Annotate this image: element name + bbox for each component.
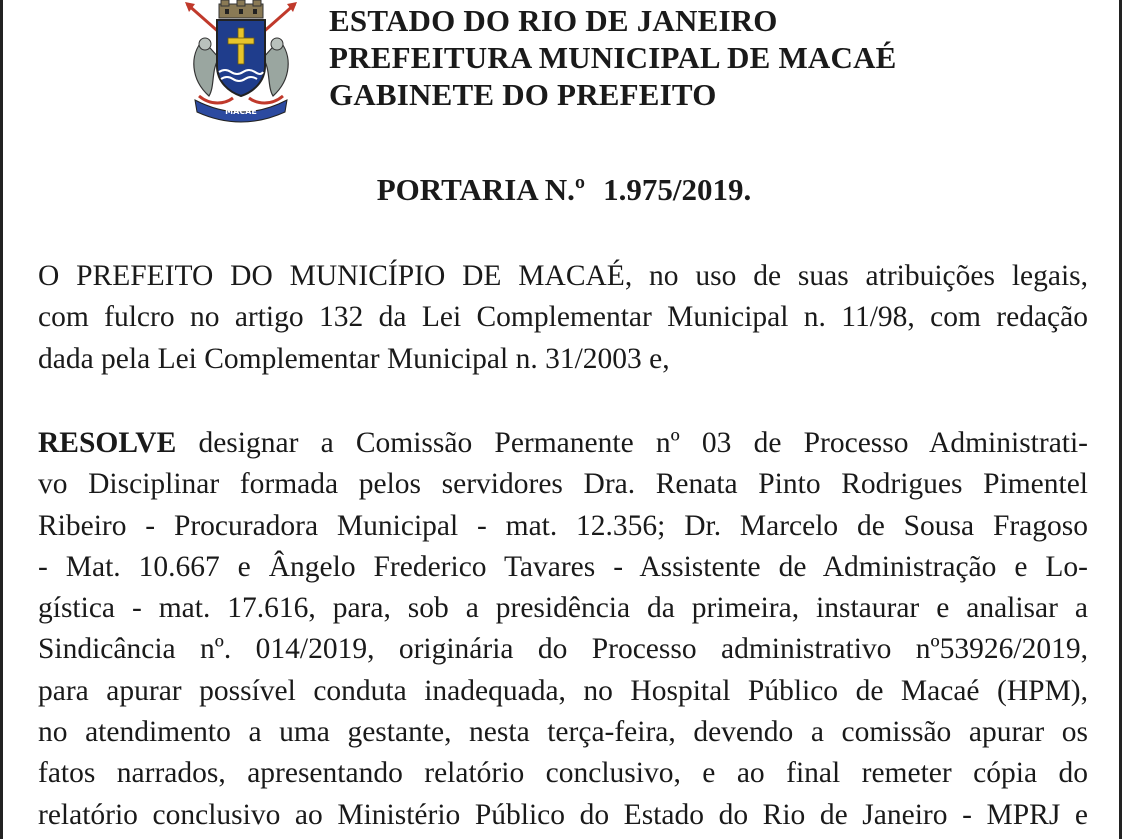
municipal-coat-of-arms-icon [181,0,301,124]
ordinance-number: 1.975/2019. [603,172,752,207]
header-municipality-line: PREFEITURA MUNICIPAL DE MACAÉ [329,40,897,75]
header-office-line: GABINETE DO PREFEITO [329,77,717,112]
resolve-keyword: RESOLVE [38,427,177,459]
crest-scroll-text: MACAÉ [225,107,257,116]
document-header [329,2,897,113]
resolution-paragraph [38,423,1088,836]
resolution-line: vo Disciplinar formada pelos servidores Dra. Renata Pinto Rodrigues Pimentel [38,468,1088,501]
preamble-paragraph [38,256,1088,380]
preamble-line: dada pela Lei Complementar Municipal n. 31/2003 e, [38,342,670,375]
resolution-line: fatos narrados, apresentando relatório conclusivo, e ao final remeter cópia do [38,757,1088,790]
preamble-line: com fulcro no artigo 132 da Lei Complementar Municipal n. 11/98, com redação [38,301,1088,334]
resolution-line [38,423,1088,464]
header-state-line: ESTADO DO RIO DE JANEIRO [329,3,778,38]
resolution-first-line-text: designar a Comissão Permanente nº 03 de Processo Administrati- [198,427,1089,459]
resolution-line: gística - mat. 17.616, para, sob a presidência da primeira, instaurar e analisar a [38,592,1088,625]
resolution-line: Ribeiro - Procuradora Municipal - mat. 12.356; Dr. Marcelo de Sousa Fragoso [38,509,1088,542]
resolution-line: para apurar possível conduta inadequada, no Hospital Público de Macaé (HPM), [38,674,1088,707]
ordinance-title-prefix: PORTARIA N.º [376,172,586,207]
resolution-line: - Mat. 10.667 e Ângelo Frederico Tavares - Assistente de Administração e Lo- [38,550,1088,583]
resolution-line: no atendimento a uma gestante, nesta terça-feira, devendo a comissão apurar os [38,716,1088,749]
resolution-line: Sindicância nº. 014/2019, originária do Processo administrativo nº53926/2019, [38,633,1088,666]
preamble-line: O PREFEITO DO MUNICÍPIO DE MACAÉ, no uso de suas atribuições legais, [38,260,1088,292]
resolution-line: relatório conclusivo ao Ministério Público do Estado do Rio de Janeiro - MPRJ e [38,798,1088,831]
ordinance-title [3,170,1122,210]
